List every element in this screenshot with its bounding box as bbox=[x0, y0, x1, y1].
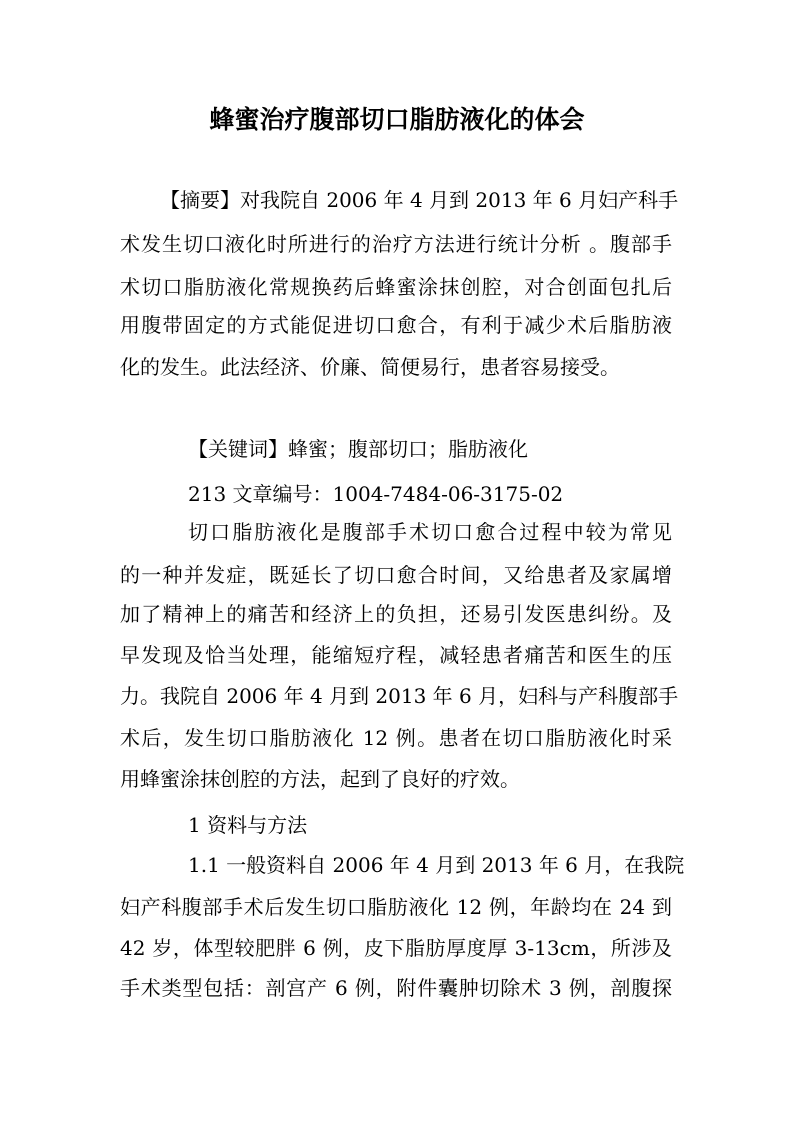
intro-line: 的一种并发症，既延长了切口愈合时间，又给患者及家属增 bbox=[120, 563, 672, 587]
keywords-line: 【关键词】蜂蜜；腹部切口；脂肪液化 bbox=[188, 437, 528, 461]
intro-line: 术后，发生切口脂肪液化 12 例。患者在切口脂肪液化时采 bbox=[120, 726, 672, 750]
intro-line: 早发现及恰当处理，能缩短疗程，减轻患者痛苦和医生的压 bbox=[120, 643, 672, 667]
section-line: 42 岁，体型较肥胖 6 例，皮下脂肪厚度厚 3-13cm，所涉及 bbox=[120, 936, 672, 960]
abstract-line: 化的发生。此法经济、价廉、简便易行，患者容易接受。 bbox=[120, 355, 620, 379]
abstract-line: 术发生切口液化时所进行的治疗方法进行统计分析 。腹部手 bbox=[120, 232, 672, 256]
intro-line: 用蜂蜜涂抹创腔的方法，起到了良好的疗效。 bbox=[120, 767, 520, 791]
section-heading: 1 资料与方法 bbox=[188, 813, 308, 837]
abstract-line: 术切口脂肪液化常规换药后蜂蜜涂抹创腔，对合创面包扎后 bbox=[120, 275, 672, 299]
section-line: 1.1 一般资料自 2006 年 4 月到 2013 年 6 月，在我院 bbox=[188, 853, 685, 877]
intro-line: 加了精神上的痛苦和经济上的负担，还易引发医患纠纷。及 bbox=[120, 602, 672, 626]
abstract-line: 用腹带固定的方式能促进切口愈合，有利于减少术后脂肪液 bbox=[120, 313, 672, 337]
section-line: 妇产科腹部手术后发生切口脂肪液化 12 例，年龄均在 24 到 bbox=[120, 895, 672, 919]
article-number-line: 213 文章编号：1004-7484-06-3175-02 bbox=[188, 482, 564, 506]
section-line: 手术类型包括：剖宫产 6 例，附件囊肿切除术 3 例，剖腹探 bbox=[120, 976, 672, 1000]
document-title: 蜂蜜治疗腹部切口脂肪液化的体会 bbox=[209, 105, 585, 134]
intro-line: 切口脂肪液化是腹部手术切口愈合过程中较为常见 bbox=[188, 520, 672, 544]
intro-line: 力。我院自 2006 年 4 月到 2013 年 6 月，妇科与产科腹部手 bbox=[120, 684, 679, 708]
abstract-line: 【摘要】对我院自 2006 年 4 月到 2013 年 6 月妇产科手 bbox=[160, 188, 679, 212]
